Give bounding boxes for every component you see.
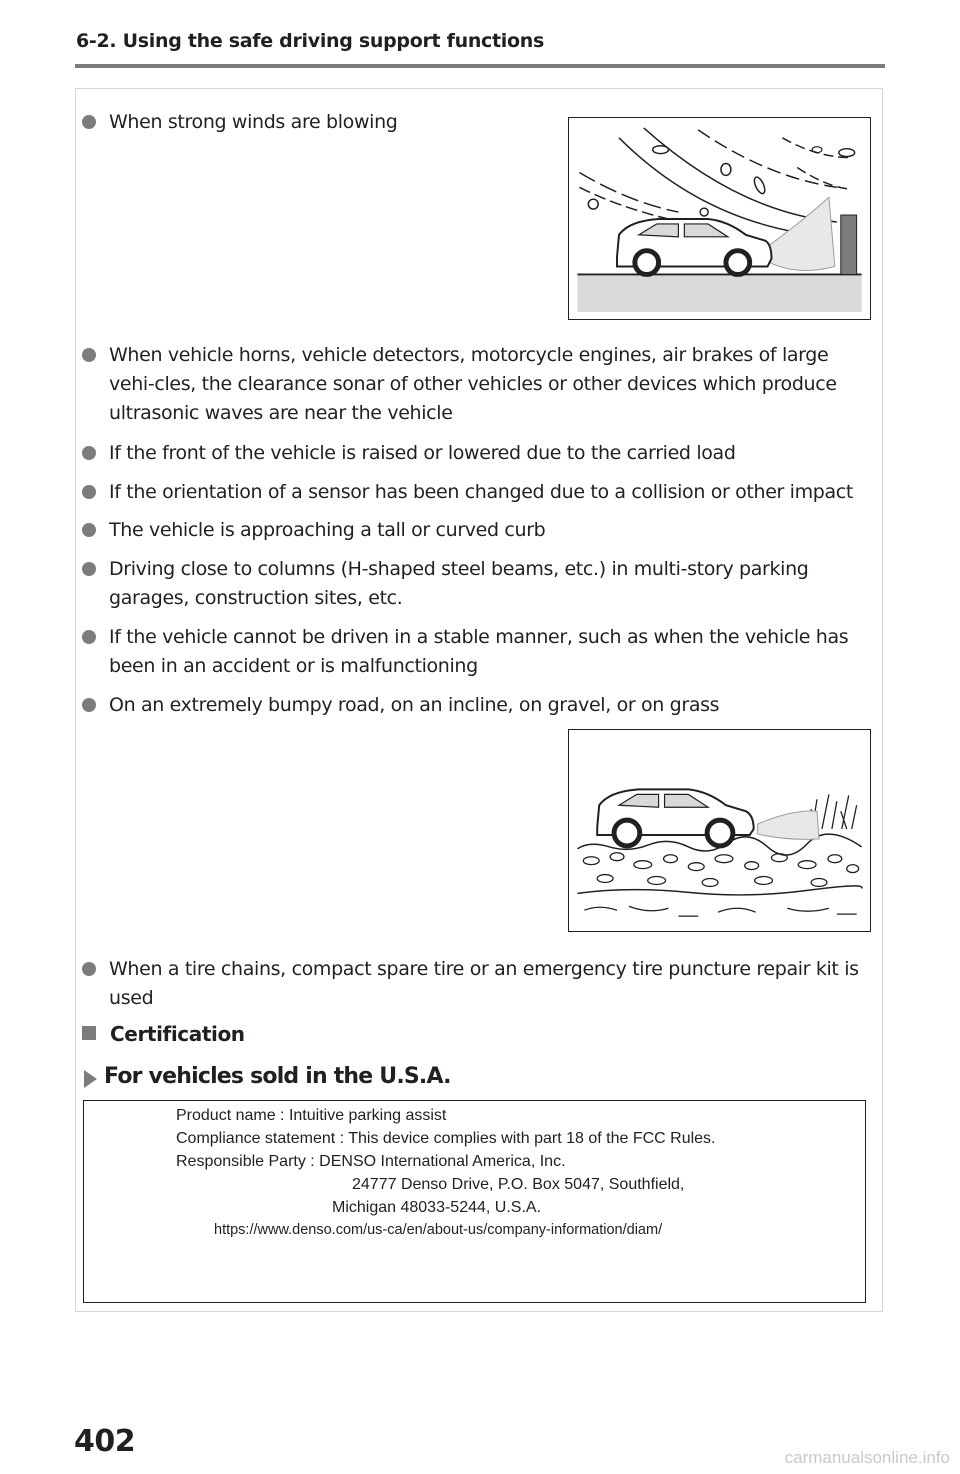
bullet-dot-icon (82, 446, 96, 460)
section-header: 6-2. Using the safe driving support functions (76, 30, 545, 52)
bullet-dot-icon (82, 962, 96, 976)
bumpy-road-illustration (568, 729, 871, 932)
fcc-certification-box (83, 1100, 866, 1303)
bullet-sensor-orientation (82, 478, 874, 507)
bullet-text: Driving close to columns (H-shaped steel beams, etc.) in multi-story parking garages, construction sites, etc. (109, 558, 809, 609)
bullet-carried-load (82, 439, 874, 468)
cert-compliance: Compliance statement : This device complies with part 18 of the FCC Rules. (176, 1130, 716, 1147)
page-number: 402 (74, 1424, 136, 1459)
bumpy-road-car-icon (569, 730, 870, 931)
bullet-dot-icon (82, 523, 96, 537)
cert-url: https://www.denso.com/us-ca/en/about-us/company-information/diam/ (214, 1222, 663, 1238)
certification-heading-text: Certification (110, 1022, 245, 1046)
bullet-curb (82, 516, 874, 545)
bullet-columns (82, 555, 874, 613)
bullet-dot-icon (82, 485, 96, 499)
usa-subheading-text: For vehicles sold in the U.S.A. (104, 1064, 451, 1089)
cert-address-2: Michigan 48033-5244, U.S.A. (332, 1199, 542, 1216)
certification-heading (82, 1022, 245, 1046)
square-bullet-icon (82, 1026, 96, 1040)
triangle-arrow-icon (84, 1070, 97, 1088)
bullet-bumpy-road (82, 691, 722, 720)
cert-responsible-party: Responsible Party : DENSO International America, Inc. (176, 1153, 566, 1170)
bullet-ultrasonic-devices (82, 341, 874, 428)
header-rule (75, 64, 885, 68)
bullet-dot-icon (82, 630, 96, 644)
bullet-unstable (82, 623, 874, 681)
bullet-text: When vehicle horns, vehicle detectors, motorcycle engines, air brakes of large vehi-cles, the clearance sonar of other vehicles or other devices which produce ultrasonic waves are near the vehicle (109, 344, 837, 424)
bullet-dot-icon (82, 562, 96, 576)
bullet-text: The vehicle is approaching a tall or curved curb (109, 519, 546, 541)
watermark: carmanualsonline.info (784, 1448, 950, 1467)
bullet-text: If the vehicle cannot be driven in a stable manner, such as when the vehicle has been in an accident or is malfunctioning (109, 626, 849, 677)
bullet-dot-icon (82, 348, 96, 362)
cert-product-name: Product name : Intuitive parking assist (176, 1107, 447, 1124)
bullet-text: If the front of the vehicle is raised or lowered due to the carried load (109, 442, 736, 464)
bullet-text: When strong winds are blowing (109, 111, 398, 133)
bullet-strong-winds (82, 108, 562, 137)
bullet-text: On an extremely bumpy road, on an incline, on gravel, or on grass (109, 694, 720, 716)
bullet-tire-chains (82, 955, 874, 1013)
bullet-dot-icon (82, 698, 96, 712)
bullet-text: When a tire chains, compact spare tire or an emergency tire puncture repair kit is used (109, 958, 859, 1009)
wind-illustration (568, 117, 871, 320)
bullet-dot-icon (82, 115, 96, 129)
wind-car-icon (569, 118, 870, 319)
bullet-text: If the orientation of a sensor has been changed due to a collision or other impact (109, 481, 853, 503)
usa-subheading (82, 1064, 451, 1089)
cert-address-1: 24777 Denso Drive, P.O. Box 5047, Southfield, (352, 1176, 685, 1193)
